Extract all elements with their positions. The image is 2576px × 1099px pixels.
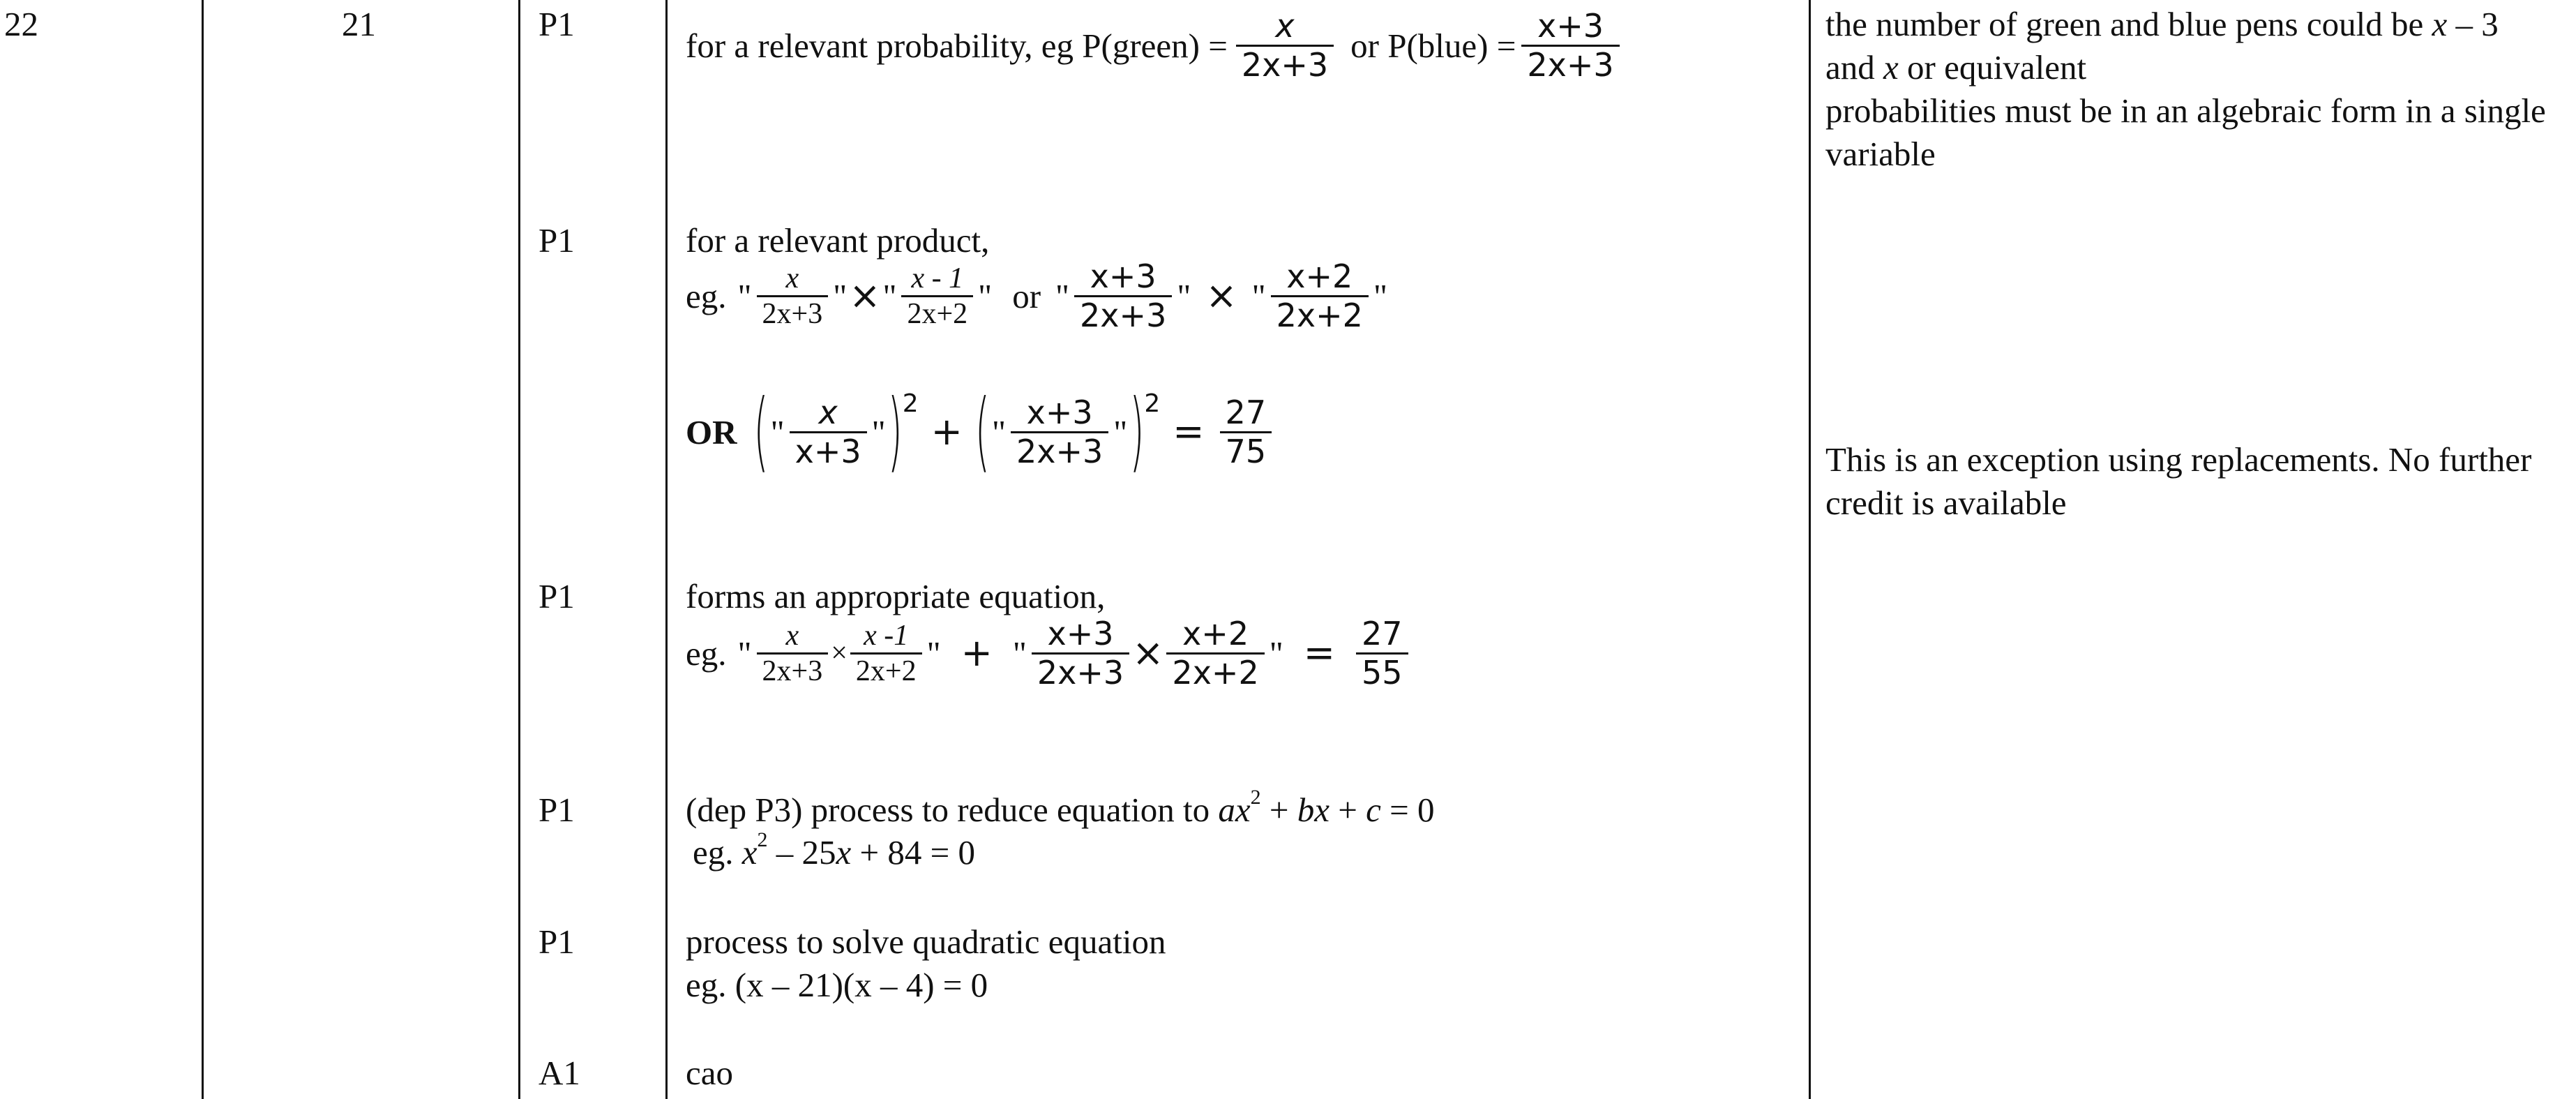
fraction: $\frac{x+3}{2x+3}$ <box>1011 394 1108 470</box>
paper-reference: 21 <box>342 5 376 43</box>
column-divider <box>1809 0 1811 1099</box>
step-answer: cao <box>686 1054 733 1092</box>
fraction: $\frac{27}{55}$ <box>1356 615 1408 691</box>
step-alternative-equation: OR ( " $\frac{x}{x+3}$ " ) 2 + ( " $\frac{x+3}{2x+3}$ " ) 2 = $\frac{27}{75}$ <box>686 394 1274 470</box>
mark-label: P1 <box>538 922 575 961</box>
step-equation-heading: forms an appropriate equation, <box>686 577 1106 615</box>
step-product-equation: eg. " $\frac{x}{2x+3}$ " × " $\frac{x - 1}{2x+2}$ " or " $\frac{x+3}{2x+3}$ " × " $\frac{x+2}{2x+2}$ " <box>686 257 1387 334</box>
column-divider <box>518 0 520 1099</box>
guidance-note: the number of green and blue pens could be x – 3 and x or equivalent <box>1825 5 2499 87</box>
fraction: $\frac{x+3}{2x+3}$ <box>1074 258 1172 334</box>
fraction: $\frac{27}{75}$ <box>1220 394 1272 470</box>
fraction: $\frac{x+3}{2x+3}$ <box>1521 8 1619 84</box>
fraction: $\frac{x}{2x+3}$ <box>757 619 829 689</box>
or-text: or P(blue) = <box>1350 26 1516 65</box>
question-number: 22 <box>4 5 38 43</box>
step-solve-example: eg. (x – 21)(x – 4) = 0 <box>686 966 988 1004</box>
mark-label: P1 <box>538 791 575 829</box>
fraction: $\frac{x+2}{2x+2}$ <box>1166 615 1264 691</box>
step-probability <box>686 0 1622 91</box>
step-reduce-equation: (dep P3) process to reduce equation to $ax^2$ + bx + c = 0 <box>686 786 1435 829</box>
step-equation: eg. " $\frac{x}{2x+3}$ × $\frac{x -1}{2x+2}$ " + " $\frac{x+3}{2x+3}$ × $\frac{x+2}{2x+2}$ " = $\frac{27}{55}$ <box>686 615 1411 691</box>
step-solve-quadratic: process to solve quadratic equation <box>686 922 1166 961</box>
column-divider <box>665 0 668 1099</box>
mark-label: P1 <box>538 221 575 260</box>
step-text: for a relevant probability, eg P(green) = <box>686 26 1228 65</box>
fraction: $\frac{x - 1}{2x+2}$ <box>901 262 973 331</box>
guidance-note: This is an exception using replacements. No further credit is available <box>1825 440 2532 522</box>
fraction: $\frac{x}{x+3}$ <box>790 394 867 470</box>
fraction: $\frac{x+3}{2x+3}$ <box>1032 615 1129 691</box>
step-product-heading: for a relevant product, <box>686 221 990 260</box>
guidance-note: probabilities must be in an algebraic form in a single variable <box>1825 91 2546 173</box>
step-reduce-example: eg. $x^2 - 25x + 84 = 0$ <box>693 828 976 872</box>
column-divider <box>202 0 204 1099</box>
fraction: $\frac{x -1}{2x+2}$ <box>850 619 922 689</box>
fraction: $\frac{x+2}{2x+2}$ <box>1271 258 1369 334</box>
fraction: $\frac{x}{2x+3}$ <box>1236 8 1334 84</box>
mark-label: P1 <box>538 577 575 615</box>
fraction: $\frac{x}{2x+3}$ <box>757 262 829 331</box>
mark-label: A1 <box>538 1054 580 1092</box>
mark-label: P1 <box>538 5 575 43</box>
